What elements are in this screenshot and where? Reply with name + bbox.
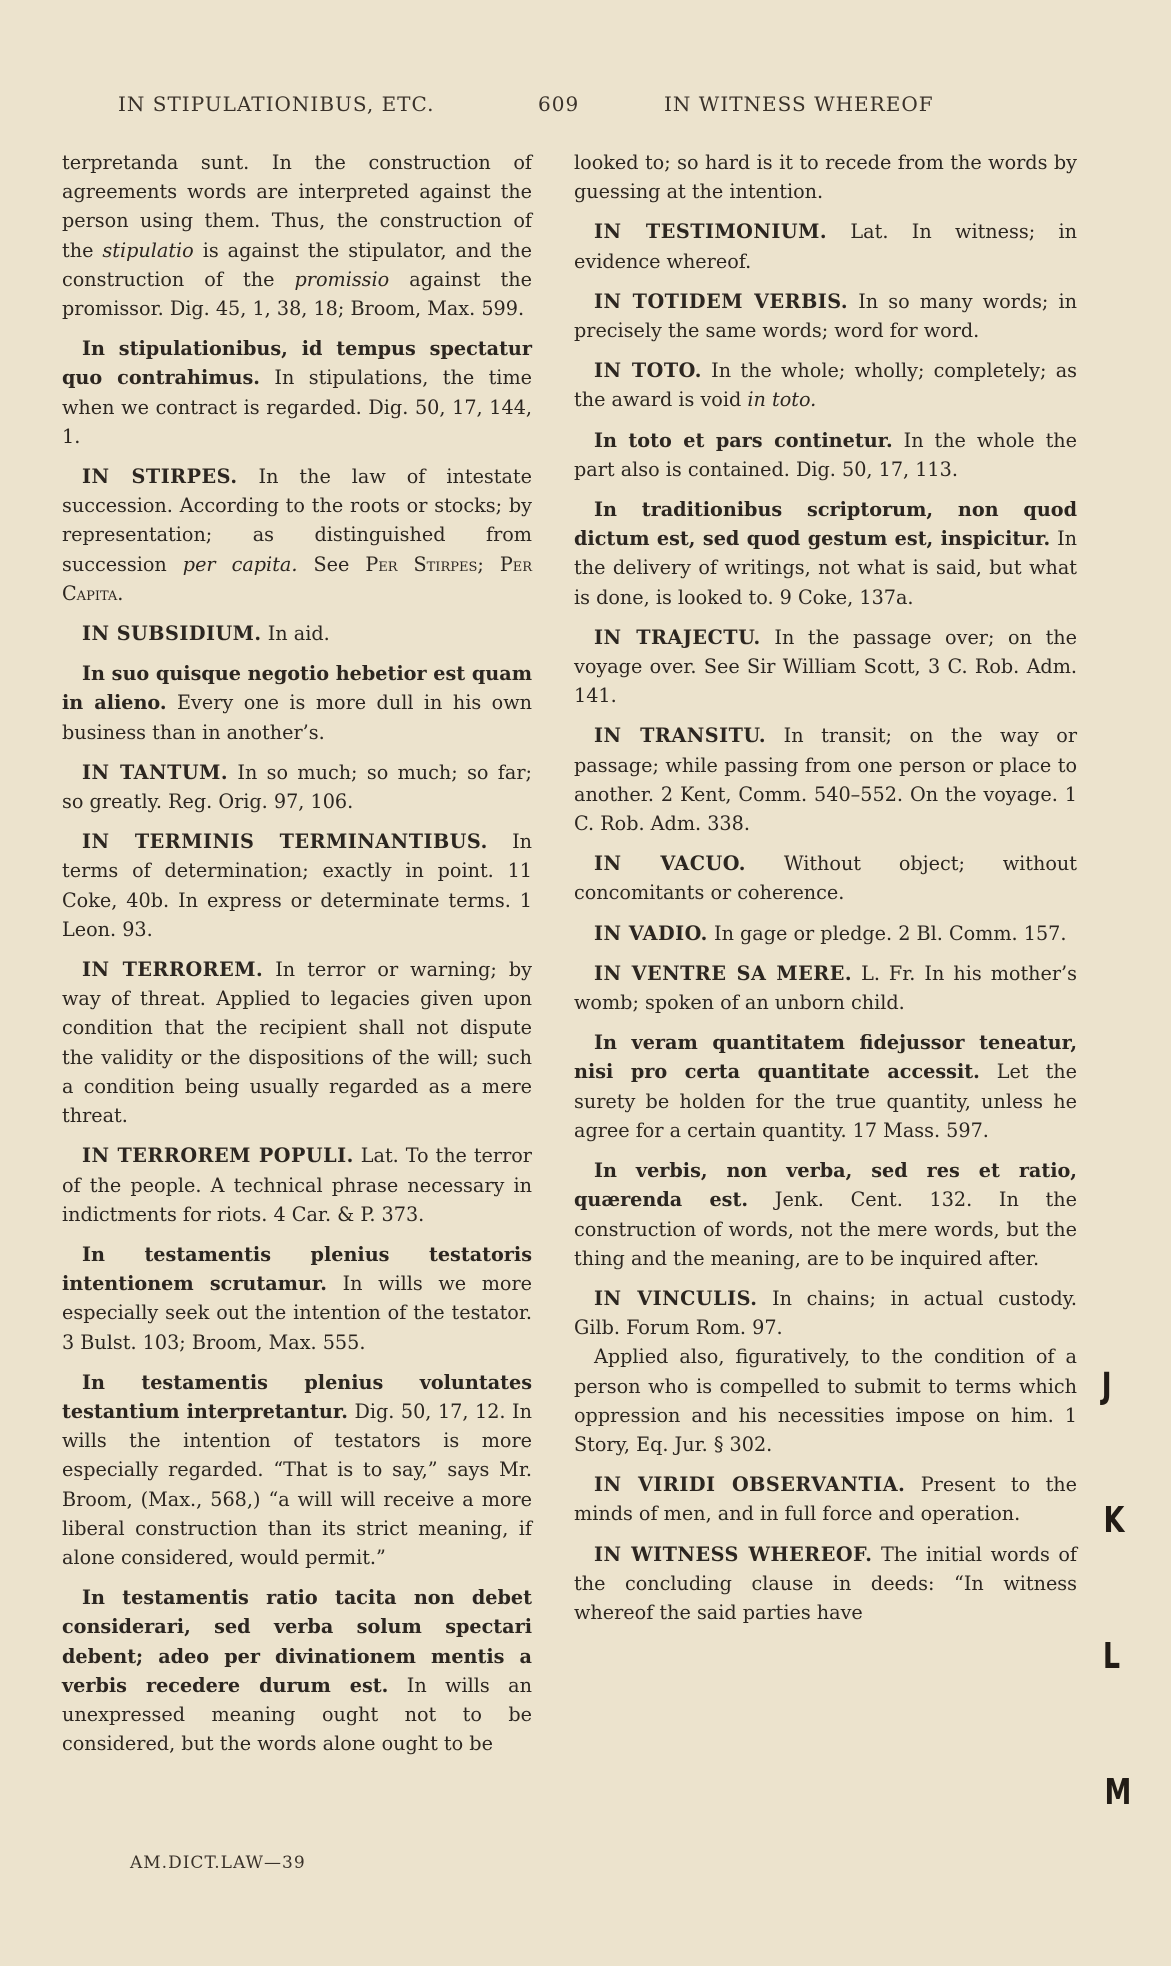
entry: IN TESTIMONIUM. Lat. In witness; in evidence whereof. [574,220,1077,273]
entry: IN STIRPES. In the law of intestate succession. According to the roots or stocks; by representation; as distinguished from succession per capita. See Per Stirpes; Per Capita. [62,465,533,605]
entry: IN TANTUM. In so much; so much; so far; so greatly. Reg. Orig. 97, 106. [62,760,532,814]
page-number: 609 [538,92,580,116]
right-column [574,148,1077,1627]
cross-reference: Per Stirpes; Per Capita. [62,552,533,605]
headword: IN TRAJECTU. [594,625,761,649]
header-right: IN WITNESS WHEREOF [664,92,934,116]
entry: IN VADIO. In gage or pledge. 2 Bl. Comm. 157. [594,921,1067,945]
headword: IN TANTUM. [82,760,229,784]
headword: IN TERROREM. [82,958,264,982]
headword: In verbis, non verba, sed res et ratio, quærenda est. [574,1159,1077,1212]
headword: In testamentis ratio tacita non debet considerari, sed verba solum spectari debent; adeo per divinationem mentis a verbis recedere durum est. [62,1586,532,1697]
headword: In veram quantitatem fidejussor teneatur, nisi pro certa quantitate accessit. [574,1031,1077,1084]
left-column [62,148,532,1758]
headword: IN WITNESS WHEREOF. [594,1542,873,1566]
headword: IN TERMINIS TERMINANTIBUS. [82,830,488,854]
headword: In traditionibus scriptorum, non quod dictum est, sed quod gestum est, inspicitur. [574,498,1077,551]
headword: IN VENTRE SA MERE. [594,961,853,985]
header-left: IN STIPULATIONIBUS, ETC. [118,92,435,116]
headword: IN TRANSITU. [594,724,767,748]
entry: IN SUBSIDIUM. In aid. [82,622,330,646]
thumb-index-k: K [1103,1500,1125,1541]
headword: IN VACUO. [594,852,746,876]
entry: IN TRANSITU. In transit; on the way or passage; while passing from one person or place to another. 2 Kent, Comm. 540–552. On the voyage. 1 C. Rob. Adm. 338. [574,724,1078,836]
entry: IN TERROREM POPULI. Lat. To the terror of the people. A technical phrase necessary in indictments for riots. 4 Car. & P. 373. [62,1144,532,1226]
entry-maxim: In traditionibus scriptorum, non quod dictum est, sed quod gestum est, inspicitur. In the delivery of writings, not what is said, but what is done, is looked to. 9 Coke, 137a. [574,498,1077,609]
headword: In toto et pars continetur. [594,428,893,452]
entry-paragraph: Applied also, figuratively, to the condition of a person who is compelled to submit to terms which oppression and his necessities impose on him. 1 Story, Eq. Jur. § 302. [574,1345,1077,1456]
headword: IN VINCULIS. [594,1286,758,1310]
entry-maxim: In veram quantitatem fidejussor teneatur, nisi pro certa quantitate accessit. Let the surety be holden for the true quantity, unless he agree for a certain quantity. 17 Mass. 597. [574,1031,1077,1142]
entry-maxim: In toto et pars continetur. In the whole the part also is contained. Dig. 50, 17, 113. [574,428,1078,481]
entry-maxim: In testamentis plenius voluntates testantium interpretantur. Dig. 50, 17, 12. In wills the intention of testators is more especially regarded. “That is to say,” says Mr. Broom, (Max., 568,) “a will will receive a more liberal construction than its strict meaning, if alone considered, would permit.” [62,1370,532,1569]
headword: In testamentis plenius voluntates testantium interpretantur. [62,1370,532,1423]
signature-mark: AM.DICT.LAW—39 [130,1853,306,1873]
entry-maxim: In verbis, non verba, sed res et ratio, quærenda est. Jenk. Cent. 132. In the construction of words, not the mere words, but the thing and the meaning, are to be inquired after. [574,1159,1077,1270]
entry: IN VENTRE SA MERE. L. Fr. In his mother’s womb; spoken of an unborn child. [574,961,1078,1015]
thumb-index-j: J [1101,1366,1112,1407]
headword: IN VIRIDI OBSERVANTIA. [594,1473,906,1497]
headword: In stipulationibus, id tempus spectatur quo contrahimus. [62,337,532,390]
headword: IN STIRPES. [82,465,238,489]
entry-maxim: In stipulationibus, id tempus spectatur quo contrahimus. In stipulations, the time when we contract is regarded. Dig. 50, 17, 144, 1. [62,337,532,448]
headword: IN TERROREM POPULI. [82,1144,354,1168]
headword: In suo quisque negotio hebetior est quam in alieno. [62,662,532,715]
entry: IN VACUO. Without object; without concomitants or coherence. [574,852,1077,905]
headword: IN TOTIDEM VERBIS. [594,289,849,313]
entry: IN TOTIDEM VERBIS. In so many words; in precisely the same words; word for word. [574,289,1077,343]
entry-maxim: In testamentis ratio tacita non debet considerari, sed verba solum spectari debent; adeo per divinationem mentis a verbis recedere durum est. In wills an unexpressed meaning ought not to be considered, but the words alone ought to be [62,1586,532,1756]
running-header [0,92,1171,122]
entry-paragraph: looked to; so hard is it to recede from the words by guessing at the intention. [574,151,1077,204]
headword: IN VADIO. [594,921,708,945]
headword: IN SUBSIDIUM. [82,622,262,646]
headword: IN TESTIMONIUM. [594,220,828,244]
entry: IN TRAJECTU. In the passage over; on the voyage over. See Sir William Scott, 3 C. Rob. Adm. 141. [574,625,1077,708]
headword: In testamentis plenius testatoris intentionem scrutamur. [62,1242,532,1296]
thumb-index-m: M [1104,1772,1132,1813]
entry-maxim: In suo quisque negotio hebetior est quam in alieno. Every one is more dull in his own business than in another’s. [62,662,532,744]
entry: IN TOTO. In the whole; wholly; completely; as the award is void in toto. [574,359,1077,412]
headword: IN TOTO. [594,359,702,383]
entry-maxim: In testamentis plenius testatoris intentionem scrutamur. In wills we more especially seek out the intention of the testator. 3 Bulst. 103; Broom, Max. 555. [62,1242,532,1354]
entry: IN TERMINIS TERMINANTIBUS. In terms of determination; exactly in point. 11 Coke, 40b. In express or determinate terms. 1 Leon. 93. [62,830,532,941]
entry: IN VINCULIS. In chains; in actual custody. Gilb. Forum Rom. 97. [574,1286,1078,1340]
thumb-index-l: L [1102,1636,1121,1677]
entry: IN TERROREM. In terror or warning; by way of threat. Applied to legacies given upon condition that the recipient shall not dispute the validity or the dispositions of the will; such a condition being usually regarded as a mere threat. [62,958,532,1128]
entry-paragraph: terpretanda sunt. In the construction of agreements words are interpreted against the person using them. Thus, the construction of the stipulatio is against the stipulator, and the construction of the promissio against the promissor. Dig. 45, 1, 38, 18; Broom, Max. 599. [62,151,532,321]
entry: IN VIRIDI OBSERVANTIA. Present to the minds of men, and in full force and operation. [574,1473,1078,1526]
entry: IN WITNESS WHEREOF. The initial words of the concluding clause in deeds: “In witness whereof the said parties have [574,1542,1078,1624]
